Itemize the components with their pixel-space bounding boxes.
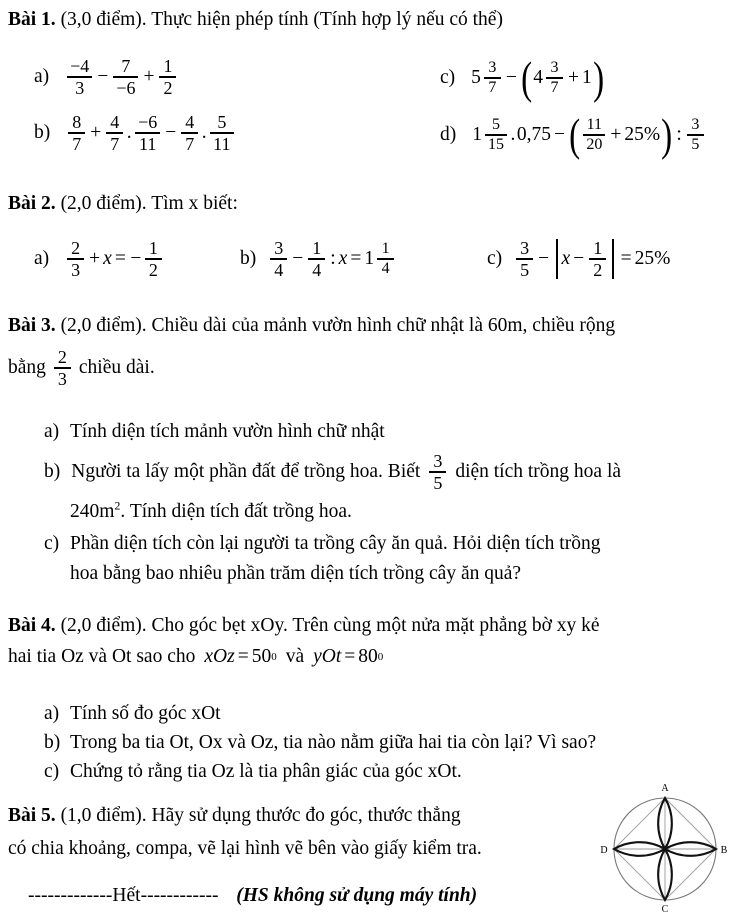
problem-1-heading	[8, 7, 503, 33]
problem-3-part-a	[44, 418, 704, 446]
problem-4-prompt-line1: Cho góc bẹt xOy. Trên cùng một nửa mặt phẳng bờ xy kẻ	[151, 615, 600, 636]
problem-2-heading	[8, 191, 238, 217]
part-marker-1b: b)	[34, 122, 51, 144]
label-b: B	[720, 845, 728, 856]
angle-2-value: 80	[358, 646, 378, 667]
angle-1-equals: =	[237, 646, 249, 667]
problem-4-rays-text: hai tia Oz và Ot sao cho	[8, 646, 196, 667]
part-marker-1c: c)	[440, 67, 456, 88]
problem-4-prompt-line2: hai tia Oz và Ot sao cho xOz = 50 0 và yOt = 80 0	[8, 646, 384, 667]
problem-3-part-b-line2	[70, 498, 352, 526]
problem-5-prompt-line2	[8, 836, 482, 862]
part-marker-4a: a)	[44, 703, 60, 724]
problem-4-points: (2,0 điểm).	[60, 615, 147, 636]
superscript-square: 2	[114, 498, 121, 513]
fraction-3-over-5: $\frac{3}{5}$	[516, 239, 533, 279]
problem-4-part-a	[44, 700, 734, 728]
problem-2-points: (2,0 điểm).	[60, 193, 147, 214]
label-c: C	[661, 904, 669, 915]
conjunction-va: và	[285, 646, 305, 667]
fraction-5-over-11: $\frac{5}{11}$	[210, 113, 233, 153]
part-marker-3a: a)	[44, 421, 60, 442]
problem-1-prompt: Thực hiện phép tính (Tính hợp lý nếu có thể)	[151, 9, 503, 30]
label-a: A	[661, 783, 669, 794]
mixed-5-and-3-over-7: 5 $\frac{3}{7}$	[471, 60, 503, 96]
fraction-2-over-3: $\frac{2}{3}$	[54, 348, 71, 388]
fraction-1-over-4: $\frac{1}{4}$	[308, 239, 325, 279]
part-marker-4b: b)	[44, 732, 61, 753]
absolute-value-group: x − $\frac{1}{2}$	[552, 239, 617, 279]
footer-note: (HS không sử dụng máy tính)	[236, 885, 478, 906]
rosette-svg	[596, 778, 734, 915]
angle-1-value: 50	[251, 646, 272, 667]
problem-1-part-a: a) $\frac{-4}{3}$ − $\frac{7}{-6}$ + $\frac{1}{2}$	[34, 57, 178, 97]
problem-3-points: (2,0 điểm).	[60, 315, 147, 336]
problem-2-part-c: c) $\frac{3}{5}$ − x − $\frac{1}{2}$ = 25%	[487, 238, 671, 280]
fraction-8-over-7: $\frac{8}{7}$	[68, 113, 85, 153]
problem-1-points: (3,0 điểm).	[60, 9, 147, 30]
footer-dashes-right: ------------	[140, 885, 219, 906]
fraction-neg4-over-3: $\frac{-4}{3}$	[67, 57, 92, 97]
problem-4-heading	[8, 613, 600, 639]
part-marker-1d: d)	[440, 124, 457, 145]
problem-1-part-b: b) $\frac{8}{7}$ + $\frac{4}{7}$ . $\frac{-6}{11}$ − $\frac{4}{7}$ . $\frac{5}{11}$	[34, 113, 236, 153]
fraction-7-over-neg6: $\frac{7}{-6}$	[113, 57, 138, 97]
fraction-4-over-7: $\frac{4}{7}$	[106, 113, 123, 153]
fraction-1-over-2: $\frac{1}{2}$	[159, 57, 176, 97]
fraction-1-over-2: $\frac{1}{2}$	[145, 239, 162, 279]
part-marker-4c: c)	[44, 761, 60, 782]
part-marker-3b: b)	[44, 461, 61, 483]
fraction-neg6-over-11: $\frac{-6}{11}$	[135, 113, 160, 153]
part-marker-2c: c)	[487, 248, 503, 270]
circle-rosette-diagram	[596, 778, 734, 915]
problem-5-heading	[8, 803, 461, 829]
problem-4-part-b	[44, 729, 734, 757]
part-text-3b-pre: Người ta lấy một phần đất để trồng hoa. Biết	[71, 461, 421, 483]
mixed-1-and-1-over-4: 1 $\frac{1}{4}$	[364, 241, 396, 277]
problem-3-prompt-line2	[8, 348, 155, 388]
part-marker-2a: a)	[34, 248, 50, 270]
part-text-4c: Chứng tỏ rằng tia Oz là tia phân giác của góc xOt.	[70, 761, 462, 782]
fraction-3-over-5: $\frac{3}{5}$	[429, 452, 446, 492]
part-marker-1a: a)	[34, 66, 50, 88]
problem-5-points: (1,0 điểm).	[60, 805, 147, 826]
problem-3-chieu-dai-text: chiều dài.	[78, 357, 155, 379]
part-text-4b: Trong ba tia Ot, Ox và Oz, tia nào nằm giữa hai tia còn lại? Vì sao?	[70, 732, 597, 753]
problem-2-label: Bài 2.	[8, 193, 56, 214]
problem-3-part-b	[44, 452, 734, 492]
problem-3-label: Bài 3.	[8, 315, 56, 336]
problem-2-part-a: a) $\frac{2}{3}$ + x = − $\frac{1}{2}$	[34, 239, 164, 279]
mixed-4-and-3-over-7: 4 $\frac{3}{7}$	[533, 60, 565, 96]
problem-3-bang-text: bằng	[8, 357, 46, 379]
problem-1-part-d: d) 1 $\frac{5}{15}$ . 0,75 − ( $\frac{11}{20}$ + 25% ) : $\frac{3}{5}$	[440, 117, 706, 153]
part-text-4a: Tính số đo góc xOt	[70, 703, 221, 724]
part-text-3c-line1: Phần diện tích còn lại người ta trồng cây ăn quả. Hỏi diện tích trồng	[70, 533, 601, 554]
angle-1-name: xOz	[204, 646, 235, 667]
problem-3-part-c	[44, 530, 734, 558]
part-marker-2b: b)	[240, 248, 257, 270]
part-marker-3c: c)	[44, 533, 60, 554]
part-text-3a: Tính diện tích mảnh vườn hình chữ nhật	[70, 421, 385, 442]
part-text-3c-line2: hoa bằng bao nhiêu phần trăm diện tích trồng cây ăn quả?	[70, 563, 522, 584]
problem-3-part-c-line2	[70, 560, 521, 588]
angle-2-name: yOt	[313, 646, 342, 667]
fraction-3-over-4: $\frac{3}{4}$	[270, 239, 287, 279]
problem-1-label: Bài 1.	[8, 9, 56, 30]
problem-3-prompt-line1: Chiều dài của mảnh vườn hình chữ nhật là 60m, chiều rộng	[151, 315, 616, 336]
problem-2-prompt: Tìm x biết:	[151, 193, 238, 214]
problem-2-part-b: b) $\frac{3}{4}$ − $\frac{1}{4}$ : x = 1 $\frac{1}{4}$	[240, 239, 396, 279]
part-text-3b-post: . Tính diện tích đất trồng hoa.	[120, 501, 352, 522]
footer-line	[28, 883, 477, 909]
problem-1-part-c: c) 5 $\frac{3}{7}$ − ( 4 $\frac{3}{7}$ + 1 )	[440, 52, 604, 103]
problem-4-label: Bài 4.	[8, 615, 56, 636]
footer-end-word: Hết	[112, 885, 141, 906]
part-text-3b-area: 240m	[70, 501, 115, 522]
problem-5-prompt-text: có chia khoảng, compa, vẽ lại hình vẽ bên vào giấy kiểm tra.	[8, 838, 482, 859]
fraction-3-over-5: $\frac{3}{5}$	[687, 117, 704, 153]
angle-2-equals: =	[344, 646, 356, 667]
part-text-3b-mid: diện tích trồng hoa là	[455, 461, 622, 483]
fraction-4-over-7-b: $\frac{4}{7}$	[181, 113, 198, 153]
label-d: D	[600, 845, 608, 856]
fraction-1-over-2: $\frac{1}{2}$	[589, 239, 606, 279]
mixed-1-and-5-over-15: 1 $\frac{5}{15}$	[472, 117, 509, 153]
problem-5-label: Bài 5.	[8, 805, 56, 826]
problem-5-prompt-line1: Hãy sử dụng thước đo góc, thước thẳng	[151, 805, 461, 826]
footer-dashes-left: -------------	[28, 885, 113, 906]
fraction-11-over-20: $\frac{11}{20}$	[583, 117, 605, 153]
fraction-2-over-3: $\frac{2}{3}$	[67, 239, 84, 279]
problem-3-heading	[8, 313, 615, 339]
